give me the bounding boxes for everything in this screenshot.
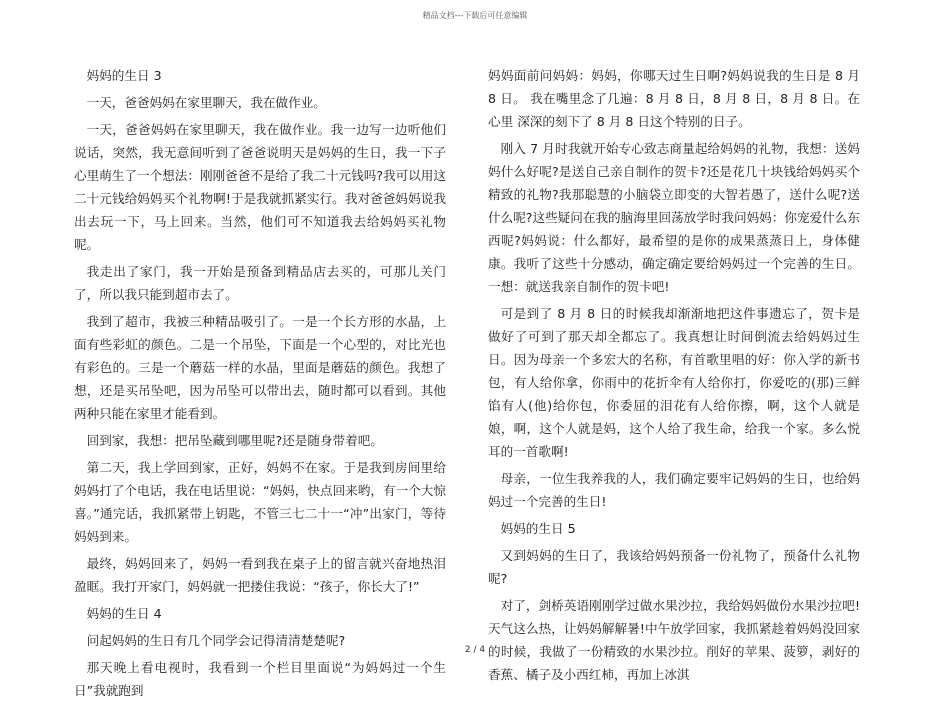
paragraph: 对了，剑桥英语刚刚学过做水果沙拉，我给妈妈做份水果沙拉吧!天气这么热，让妈妈解解暑!中午放学回家，我抓紧趁着妈妈没回家的时候，我做了一份精致的水果沙拉。削好的苹果、菠箩，剥好的香蕉、橘子及小西红柿，再加上冰淇: [488, 598, 860, 682]
paragraph-continued: 妈妈面前问妈妈：妈妈，你哪天过生日啊?妈妈说我的生日是 8 月 8 日。 我在嘴里念了几遍：8 月 8 日，8 月 8 日，8 月 8 日。在心里 深深的刻下了 8 月 8 日这个特别的日子。: [488, 68, 860, 129]
paragraph: 最终，妈妈回来了，妈妈一看到我在桌子上的留言就兴奋地热泪盈眶。我打开家门，妈妈就一把搂住我说：“孩子，你长大了!”: [74, 556, 446, 594]
section-heading: 妈妈的生日 4: [86, 606, 162, 621]
page-header: 精品文档---下载后可任意编辑: [422, 11, 528, 20]
page-number: 2 / 4: [464, 645, 486, 655]
left-column: [74, 64, 446, 706]
paragraph: 我走出了家门，我一开始是预备到精品店去买的，可那儿关门了，所以我只能到超市去了。: [74, 264, 446, 302]
paragraph: 母亲，一位生我养我的人，我们确定要牢记妈妈的生日，也给妈妈过一个完善的生日!: [488, 471, 860, 509]
paragraph: 那天晚上看电视时，我看到一个栏目里面说“为妈妈过一个生日”我就跑到: [74, 660, 446, 698]
right-column: [488, 64, 860, 690]
paragraph: 可是到了 8 月 8 日的时候我却渐渐地把这件事遗忘了，贺卡是做好了可到了那天却全都忘了。我真想让时间倒流去给妈妈过生日。因为母亲一个多宏大的名称，有首歌里唱的好：你入学的新书包，有人给你拿，你雨中的花折伞有人给你打，你爱吃的(那)三鲜馅有人(他)给你包，你委屈的泪花有人给你擦，啊，这个人就是娘，啊，这个人就是妈，这个人给了我生命，给我一个家。多么悦耳的一首歌啊!: [488, 306, 860, 459]
paragraph: 一天，爸爸妈妈在家里聊天，我在做作业。我一边写一边听他们说话，突然，我无意间听到了爸爸说明天是妈妈的生日，我一下子心里萌生了一个想法：刚刚爸爸不是给了我二十元钱吗?我可以用这二十元钱给妈妈买个礼物啊!于是我就抓紧实行。我对爸爸妈妈说我出去玩一下，马上回来。当然，他们可不知道我去给妈妈买礼物呢。: [74, 122, 446, 252]
paragraph: 第二天，我上学回到家，正好，妈妈不在家。于是我到房间里给妈妈打了个电话，我在电话里说：“妈妈，快点回来哟，有一个大惊喜。”通完话，我抓紧带上钥匙，不管三七二十一“冲”出家门，等待妈妈到来。: [74, 460, 446, 544]
paragraph: 我到了超市，我被三种精品吸引了。一是一个长方形的水晶，上面有些彩虹的颜色。二是一个吊坠，下面是一个心型的，对比光也有彩色的。三是一个蘑菇一样的水晶，里面是蘑菇的颜色。我想了想，还是买吊坠吧，因为吊坠可以带出去，随时都可以看到。其他两种只能在家里才能看到。: [74, 314, 446, 421]
paragraph: 问起妈妈的生日有几个同学会记得清清楚楚呢?: [86, 633, 346, 648]
paragraph: 回到家，我想：把吊坠藏到哪里呢?还是随身带着吧。: [86, 433, 383, 448]
section-heading: 妈妈的生日 3: [86, 68, 162, 83]
section-heading: 妈妈的生日 5: [500, 521, 576, 536]
paragraph: 一天，爸爸妈妈在家里聊天，我在做作业。: [86, 95, 326, 110]
paragraph: 刚入 7 月时我就开始专心致志商量起给妈妈的礼物，我想：送妈妈什么好呢?是送自己亲自制作的贺卡?还是花几十块钱给妈妈买个精致的礼物?我那聪慧的小脑袋立即变的大智若愚了，送什么呢?送什么呢?这些疑问在我的脑海里回荡放学时我问妈妈：你宠爱什么东西呢?妈妈说：什么都好，最希望的是你的成果蒸蒸日上，身体健康。我听了这些十分感动，确定确定要给妈妈过一个完善的生日。一想：就送我亲自制作的贺卡吧!: [488, 141, 860, 294]
paragraph: 又到妈妈的生日了，我该给妈妈预备一份礼物了，预备什么礼物呢?: [488, 548, 860, 586]
